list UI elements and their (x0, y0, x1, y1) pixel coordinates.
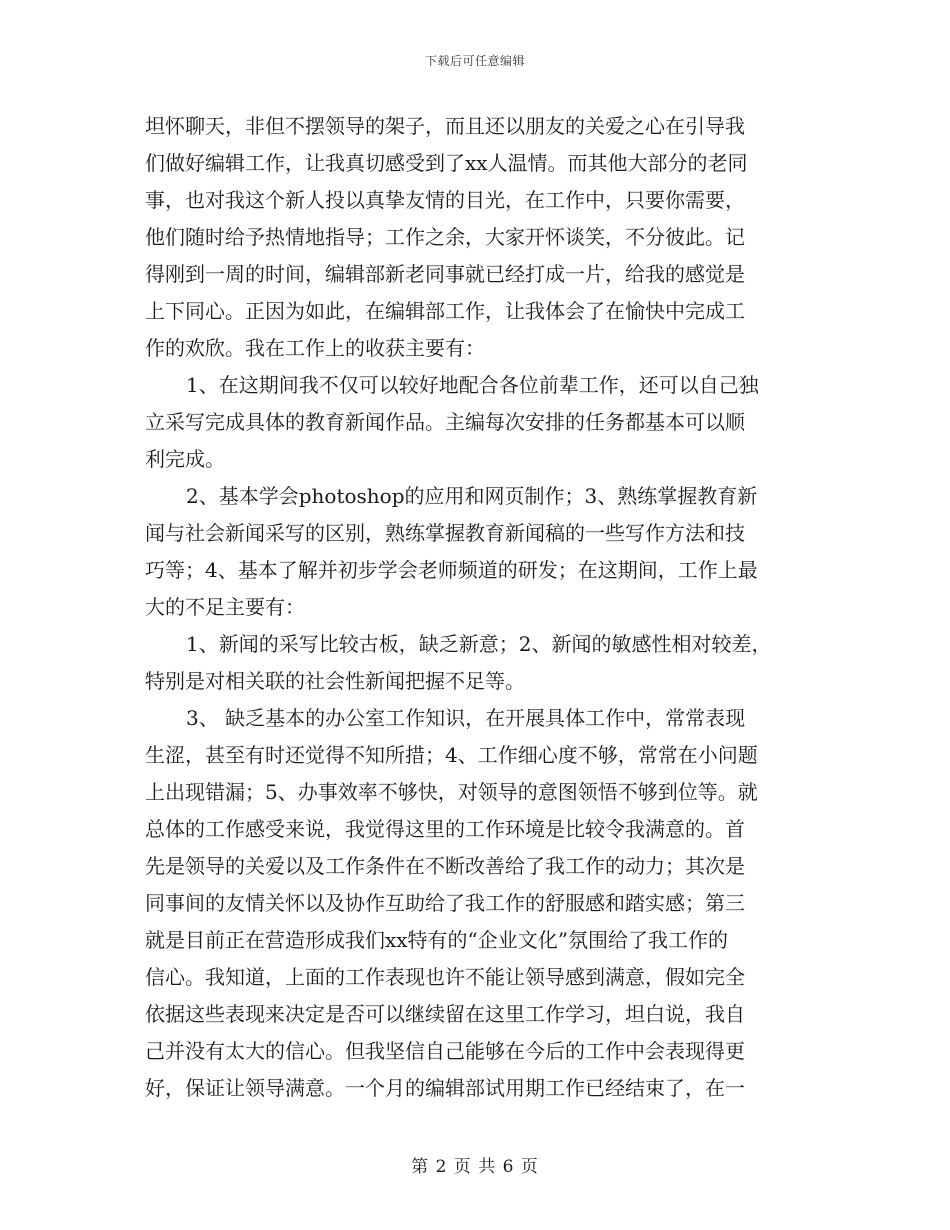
body-line: 利完成。 (145, 447, 225, 471)
body-line: 好，保证让领导满意。一个月的编辑部试用期工作已经结束了，在一 (145, 1076, 745, 1100)
body-line: 特别是对相关联的社会性新闻把握不足等。 (145, 669, 525, 693)
body-line: 同事间的友情关怀以及协作互助给了我工作的舒服感和踏实感；第三 (145, 891, 745, 915)
body-line: 就是目前正在营造形成我们xx特有的“企业文化”氛围给了我工作的 (145, 928, 729, 952)
body-line: 大的不足主要有： (145, 595, 305, 619)
document-body (145, 108, 805, 1107)
body-line: 先是领导的关爱以及工作条件在不断改善给了我工作的动力；其次是 (145, 854, 745, 878)
body-line: 坦怀聊天，非但不摆领导的架子，而且还以朋友的关爱之心在引导我 (145, 114, 745, 138)
body-line: 得刚到一周的时间，编辑部新老同事就已经打成一片，给我的感觉是 (145, 262, 745, 286)
page-header: 下载后可任意编辑 (424, 54, 525, 68)
page-number-footer: 第 2 页 共 6 页 (411, 1157, 539, 1177)
body-line: 生涩，甚至有时还觉得不知所措；4、工作细心度不够，常常在小问题 (145, 743, 758, 767)
body-line: 1、新闻的采写比较古板，缺乏新意；2、新闻的敏感性相对较差， (186, 632, 772, 656)
body-line: 作的欢欣。我在工作上的收获主要有： (145, 336, 485, 360)
body-line: 他们随时给予热情地指导；工作之余，大家开怀谈笑，不分彼此。记 (145, 225, 745, 249)
body-line: 信心。我知道，上面的工作表现也许不能让领导感到满意，假如完全 (145, 965, 745, 989)
body-line: 们做好编辑工作，让我真切感受到了xx人温情。而其他大部分的老同 (145, 151, 748, 175)
body-line: 2、基本学会photoshop的应用和网页制作；3、熟练掌握教育新 (186, 484, 758, 508)
body-line: 上出现错漏；5、办事效率不够快，对领导的意图领悟不够到位等。就 (145, 780, 758, 804)
body-line: 闻与社会新闻采写的区别，熟练掌握教育新闻稿的一些写作方法和技 (145, 521, 745, 545)
body-line: 己并没有太大的信心。但我坚信自己能够在今后的工作中会表现得更 (145, 1039, 745, 1063)
body-line: 事，也对我这个新人投以真挚友情的目光，在工作中，只要你需要， (145, 188, 745, 212)
body-line: 立采写完成具体的教育新闻作品。主编每次安排的任务都基本可以顺 (145, 410, 745, 434)
body-line: 1、在这期间我不仅可以较好地配合各位前辈工作，还可以自己独 (186, 373, 759, 397)
body-line: 总体的工作感受来说，我觉得这里的工作环境是比较令我满意的。首 (145, 817, 745, 841)
body-line: 上下同心。正因为如此，在编辑部工作，让我体会了在愉快中完成工 (145, 299, 745, 323)
body-line: 巧等；4、基本了解并初步学会老师频道的研发；在这期间，工作上最 (145, 558, 758, 582)
body-line: 依据这些表现来决定是否可以继续留在这里工作学习，坦白说，我自 (145, 1002, 745, 1026)
body-line: 3、 缺乏基本的办公室工作知识，在开展具体工作中，常常表现 (186, 706, 746, 730)
